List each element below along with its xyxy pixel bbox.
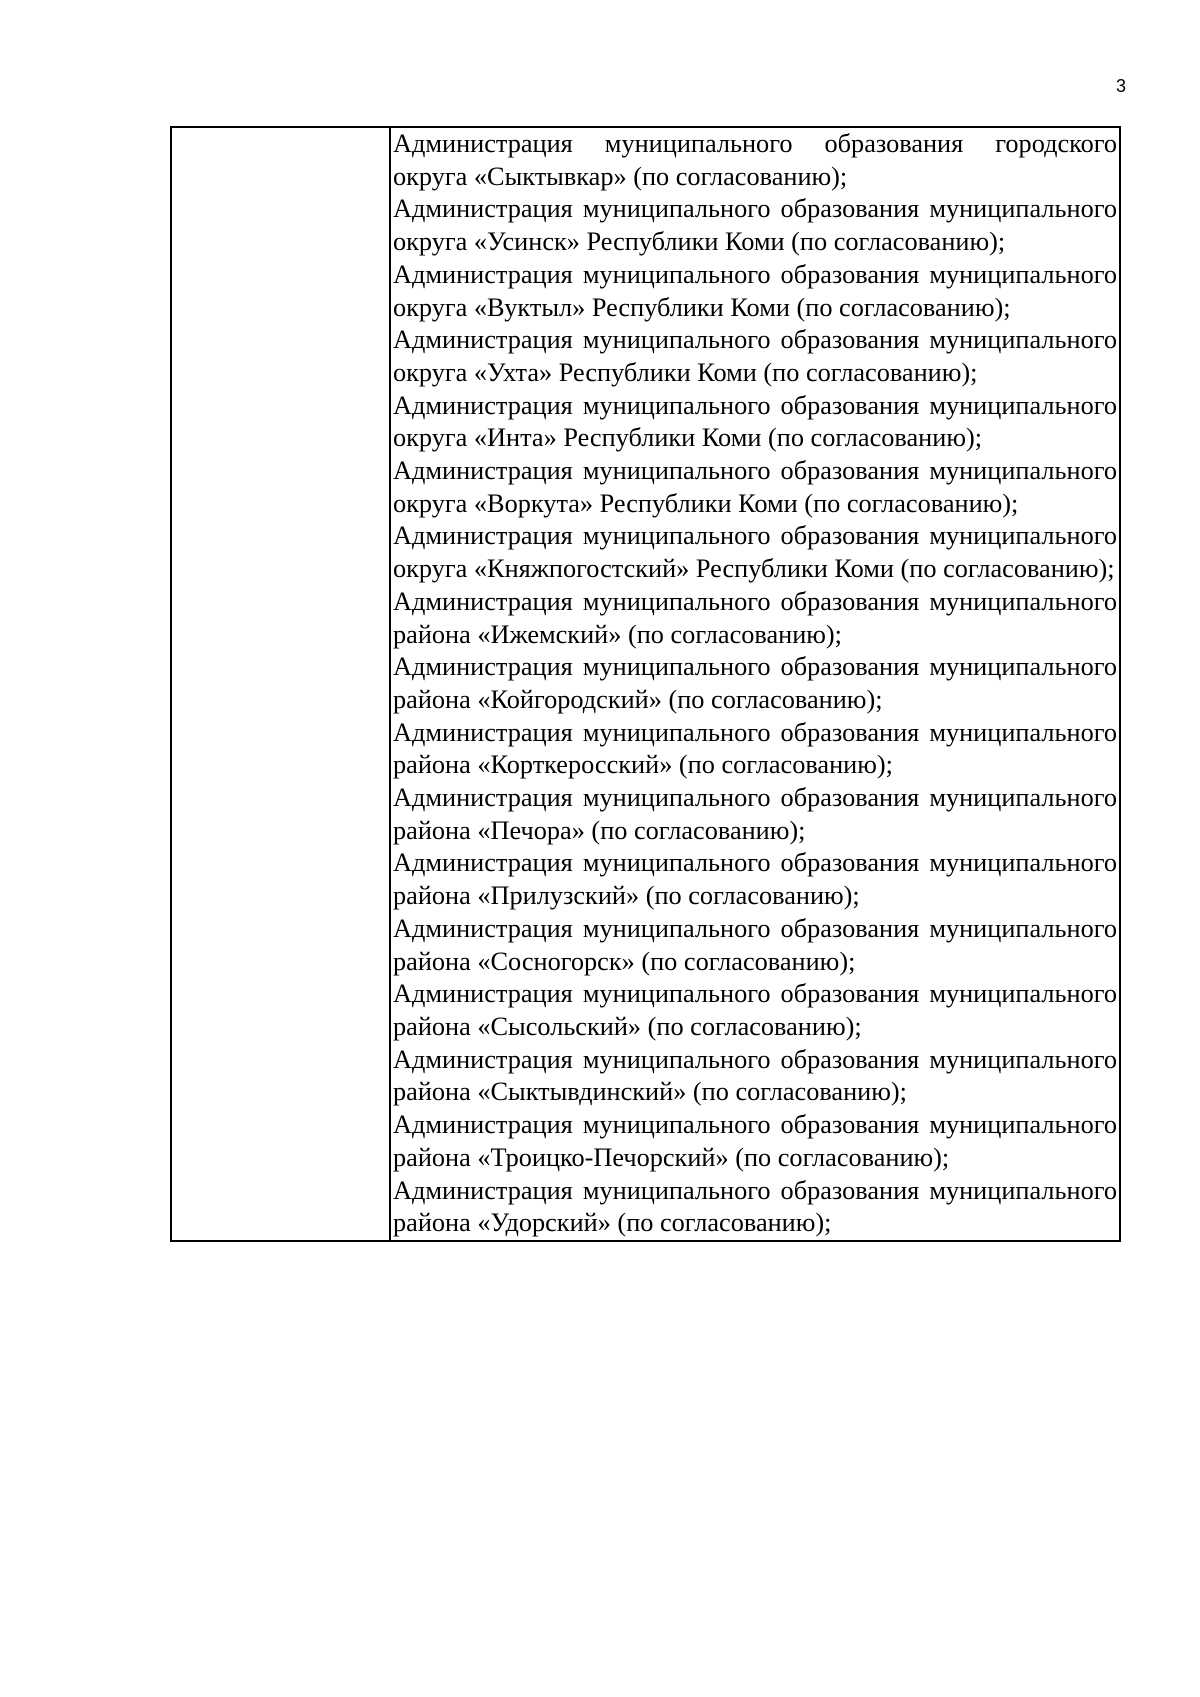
table-cell-right <box>390 127 1120 1241</box>
list-item: Администрация муниципального образования муниципального района «Прилузский» (по согласованию); <box>393 848 1117 911</box>
table-cell-left <box>171 127 390 1241</box>
list-item: Администрация муниципального образования муниципального округа «Воркута» Республики Коми (по согласованию); <box>393 456 1117 518</box>
list-item: Администрация муниципального образования муниципального района «Сосногорск» (по согласованию); <box>393 913 1117 976</box>
list-item: Администрация муниципального образования городского округа «Сыктывкар» (по согласованию); <box>393 129 1117 191</box>
list-item: Администрация муниципального образования муниципального округа «Княжпогостский» Республики Коми (по согласованию); <box>393 521 1117 584</box>
table-row <box>171 127 1120 1241</box>
document-table <box>170 126 1121 1242</box>
list-item: Администрация муниципального образования муниципального района «Ижемский» (по согласованию); <box>393 586 1117 649</box>
list-item: Администрация муниципального образования муниципального округа «Инта» Республики Коми (по согласованию); <box>393 390 1117 453</box>
list-item: Администрация муниципального образования муниципального района «Удорский» (по согласованию); <box>393 1175 1117 1238</box>
list-item: Администрация муниципального образования муниципального округа «Ухта» Республики Коми (по согласованию); <box>393 325 1117 387</box>
list-item: Администрация муниципального образования муниципального округа «Усинск» Республики Коми (по согласованию); <box>393 194 1117 257</box>
list-item: Администрация муниципального образования муниципального района «Троицко-Печорский» (по согласованию); <box>393 1110 1117 1172</box>
list-item: Администрация муниципального образования муниципального района «Корткеросский» (по согласованию); <box>393 717 1117 780</box>
list-item: Администрация муниципального образования муниципального района «Сысольский» (по согласованию); <box>393 979 1117 1041</box>
list-item: Администрация муниципального образования муниципального района «Койгородский» (по согласованию); <box>393 652 1117 714</box>
list-item: Администрация муниципального образования муниципального района «Сыктывдинский» (по согласованию); <box>393 1044 1117 1107</box>
list-item: Администрация муниципального образования муниципального округа «Вуктыл» Республики Коми (по согласованию); <box>393 259 1117 322</box>
list-item: Администрация муниципального образования муниципального района «Печора» (по согласованию); <box>393 783 1117 845</box>
page-number: 3 <box>1115 76 1126 96</box>
